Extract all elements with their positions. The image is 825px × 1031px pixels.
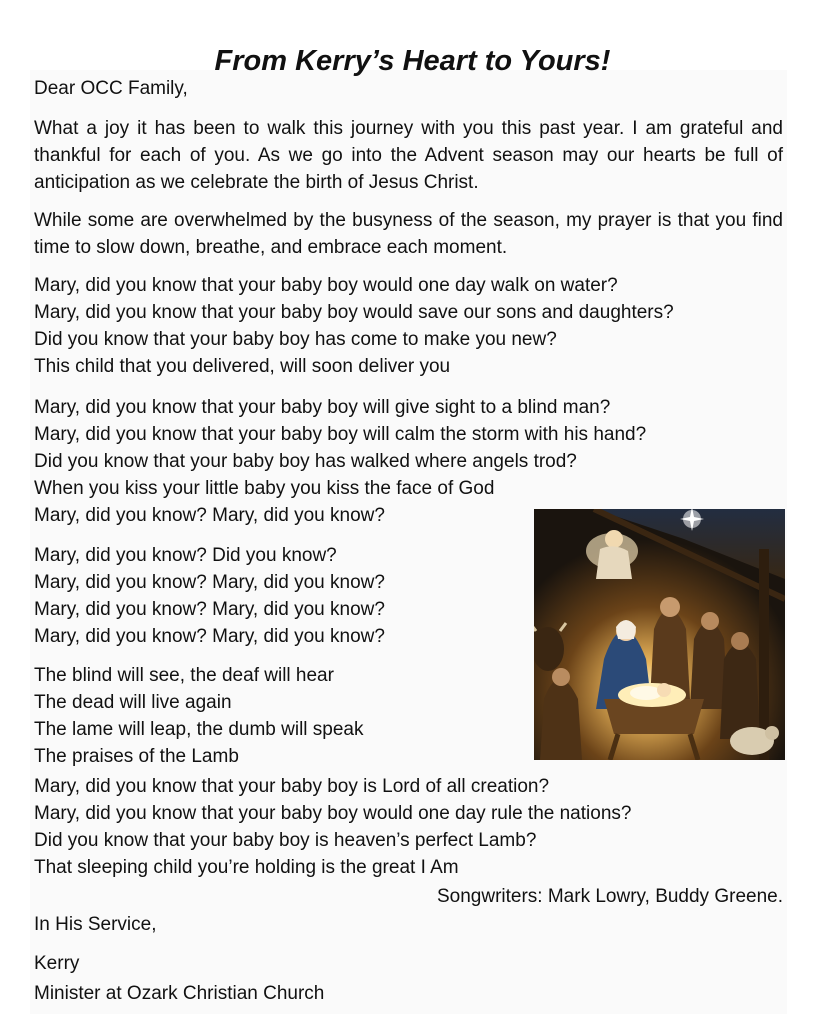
signature-name: Kerry [34, 953, 80, 974]
lyric-line: The dead will live again [34, 692, 232, 713]
lyric-line: The praises of the Lamb [34, 746, 239, 767]
lyric-line: The lame will leap, the dumb will speak [34, 719, 364, 740]
paragraph-2: While some are overwhelmed by the busyness of the season, my prayer is that you find time to slow down, breathe, and embrace each moment. [34, 210, 783, 258]
lyric-line: Did you know that your baby boy has walked where angels trod? [34, 451, 577, 472]
lyric-line: When you kiss your little baby you kiss the face of God [34, 478, 495, 499]
lyric-line: Did you know that your baby boy has come to make you new? [34, 329, 557, 350]
lyric-line: That sleeping child you’re holding is the great I Am [34, 857, 459, 878]
lyric-line: Mary, did you know that your baby boy would save our sons and daughters? [34, 302, 674, 323]
lyric-line: Mary, did you know? Mary, did you know? [34, 626, 385, 647]
lyric-line: Did you know that your baby boy is heaven’s perfect Lamb? [34, 830, 537, 851]
lyric-line: Mary, did you know? Did you know? [34, 545, 337, 566]
lyric-line: Mary, did you know that your baby boy is Lord of all creation? [34, 776, 550, 797]
letter-title: From Kerry’s Heart to Yours! [214, 45, 611, 78]
lyric-line: Mary, did you know? Mary, did you know? [34, 505, 385, 526]
lyric-line: Mary, did you know? Mary, did you know? [34, 572, 385, 593]
lyric-line: Mary, did you know that your baby boy will give sight to a blind man? [34, 397, 611, 418]
closing: In His Service, [34, 914, 157, 935]
lyric-line: Mary, did you know that your baby boy would one day walk on water? [34, 275, 618, 296]
lyric-line: Mary, did you know that your baby boy will calm the storm with his hand? [34, 424, 647, 445]
paragraph-1: What a joy it has been to walk this journey with you this past year. I am grateful and thankful for each of you. As we go into the Advent season may our hearts be full of anticipation as we celebrate the birth of Jesus Christ. [34, 118, 783, 193]
lyric-line: Mary, did you know that your baby boy would one day rule the nations? [34, 803, 632, 824]
lyric-line: Mary, did you know? Mary, did you know? [34, 599, 385, 620]
lyric-line: The blind will see, the deaf will hear [34, 665, 334, 686]
songwriters-credit: Songwriters: Mark Lowry, Buddy Greene. [436, 886, 783, 907]
greeting: Dear OCC Family, [34, 78, 188, 99]
signature-role: Minister at Ozark Christian Church [34, 983, 325, 1004]
lyric-line: This child that you delivered, will soon deliver you [34, 356, 451, 377]
nativity-scene-icon [534, 509, 785, 760]
